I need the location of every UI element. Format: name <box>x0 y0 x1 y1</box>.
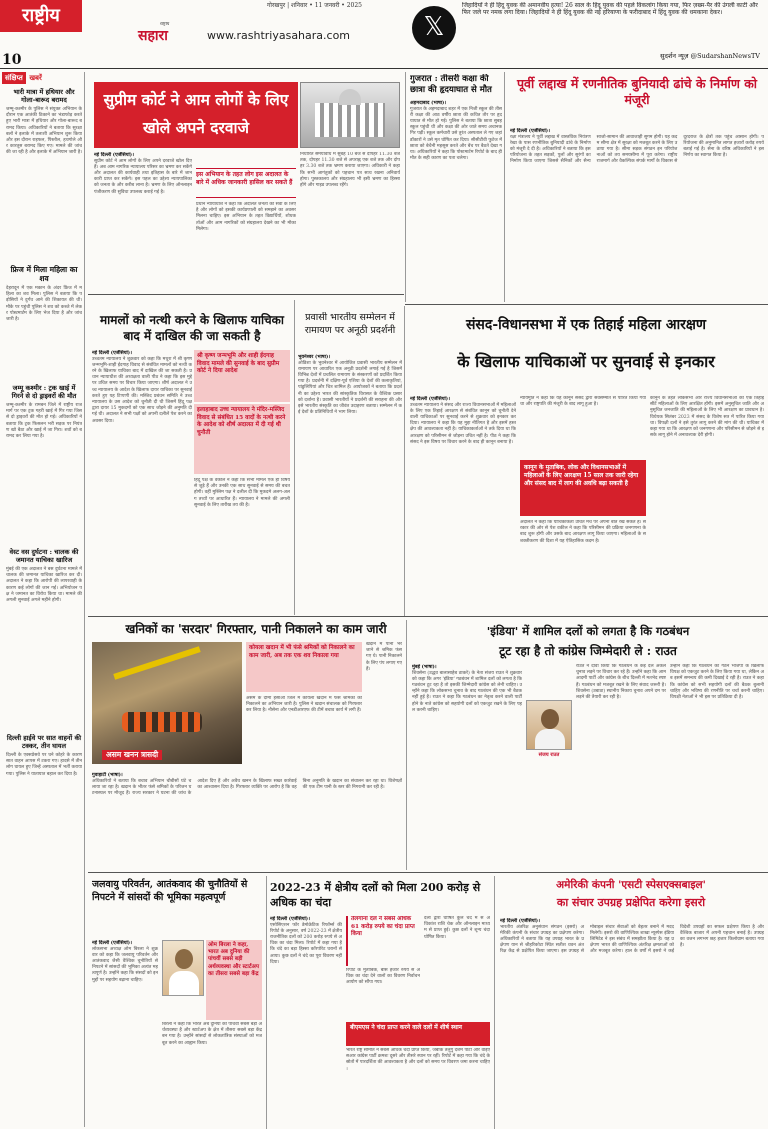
person-icon <box>175 949 193 969</box>
sidebar-item-headline: फ्रिज में मिला महिला का शव <box>10 265 78 283</box>
spacex-body <box>500 918 764 1126</box>
x-icon: 𝕏 <box>423 12 445 42</box>
india-body-mid: राउत ने दावा किया कि गठबंधन के कई दल अकेले चुनाव लड़ने पर विचार कर रहे हैं। उन्होंने कहा कि आम आदमी पार्टी और कांग्रेस के बीच दिल्ली में मतभेद स्पष्ट हैं। गठबंधन को मजबूत रखने के लिए संवाद जरूरी है। शिवसेना (उबाठा) स्थानीय निकाय चुनाव अपने दम पर लड़ने की तैयारी कर रही है। <box>576 664 666 701</box>
sidebar-tab-sankshipt: संक्षिप्त <box>2 72 26 84</box>
donation-body-right: दलों द्वारा घोषित कुल चंदे में से अधिकांश राशि चेक और ऑनलाइन माध्यम से प्राप्त हुई। कुछ दलों ने शून्य चंदा घोषित किया। <box>424 916 490 940</box>
sidebar-item-body: देहरादून में एक मकान के अंदर फ्रिज में महिला का शव मिला। पुलिस ने बताया कि पड़ोसियों ने दुर्गंध आने की शिकायत की थी। मौके पर पहुंची पुलिस ने शव को कब्जे में लेकर पोस्टमार्टम के लिए भेज दिया है और जांच जारी है। <box>6 286 82 323</box>
sc-bottom-rule <box>88 294 404 295</box>
petition-quote1 <box>194 350 290 402</box>
person-body-icon <box>169 971 199 996</box>
reservation-body-left <box>410 396 516 612</box>
india-body-text: शिवसेना (उद्धव बालासाहेब ठाकरे) के नेता संजय राउत ने शुक्रवार को कहा कि अगर 'इंडिया' गठबंधन में शामिल दलों को लगता है कि गठबंधन टूट रहा है तो इसकी जिम्मेदारी कांग्रेस को लेनी चाहिए। उन्होंने कहा कि लोकसभा चुनाव के बाद गठबंधन की एक भी बैठक नहीं हुई है। राउत ने कहा कि गठबंधन का नेतृत्व करने वाली पार्टी होने के नाते कांग्रेस को सहयोगी दलों को एकजुट रखने के लिए पहल करनी चाहिए। <box>412 670 522 713</box>
ladakh-body-text: रक्षा मंत्रालय ने पूर्वी लद्दाख में वास्तविक नियंत्रण रेखा के पास रणनीतिक बुनियादी ढांचे के निर्माण को मंजूरी दे दी है। अधिकारियों ने बताया कि इस परियोजना के तहत सड़कों, पुलों और सुरंगों का निर्माण किया जाएगा जिससे सैनिकों और सैन्य साजो-सामान की आवाजाही सुगम होगी। यह कदम सीमा क्षेत्र में सुरक्षा को मजबूत करने के लिए उठाया गया है। सीमा सड़क संगठन इन परियोजनाओं को तय समयसीमा में पूरा करेगा। राष्ट्रीय राजमार्ग और वैकल्पिक संपर्क मार्गों के विकास से दूरदराज के क्षेत्रों तक पहुंच आसान होगी। परियोजना की अनुमानित लागत हजारों करोड़ रुपये बताई गई है। सेना के वरिष्ठ अधिकारियों ने इस निर्णय का स्वागत किया है। <box>510 134 764 165</box>
col-divider <box>406 620 407 870</box>
ticker-rule <box>405 68 768 69</box>
col-divider <box>504 72 505 302</box>
ticker-text: जिहादियों ने ही हिंदू युवक की अमानवीय हत्या! 26 साल के हिंदू युवक की पहले विकलांग किया गया, फिर ज़ख्म-पैर की उंगली काटी और फिर जले पर नमक लगा दिया। जिहादियों ने ही हिंदू युवक की नई हरियाणा के फरीदाबाद में हिंदू युवक की धमकाना देकर। <box>462 2 758 17</box>
edition-strip <box>82 0 372 14</box>
sc-quote <box>196 168 296 198</box>
court-building-icon <box>315 103 385 137</box>
newspaper-logo <box>136 22 196 48</box>
sidebar-item <box>6 88 82 262</box>
mining-quote <box>246 642 362 692</box>
sidebar-item <box>6 384 82 544</box>
mining-headline: खनिकों का 'सरदार' गिरफ्तार, पानी निकालने का काम जारी <box>125 622 387 636</box>
birla-photo <box>162 940 204 996</box>
pravasi-headline: प्रवासी भारतीय सम्मेलन में रामायण पर अनूठी प्रदर्शनी <box>304 312 396 336</box>
sidebar-item-body: जम्मू-कश्मीर के पुलिस ने संयुक्त अभियान के दौरान एक आतंकी ठिकाने का भंडाफोड़ करते हुए भारी मात्रा में हथियार और गोला-बारूद बरामद किया। अधिकारियों ने बताया कि सुरक्षा बलों ने इलाके में तलाशी अभियान शुरू किया और इस दौरान राइफल, पिस्तौल, हथगोले और कारतूस बरामद किए गए। मामले की जांच की जा रही है और इलाके में अभियान जारी है। <box>6 107 82 156</box>
terror-quote-text: ओम बिरला ने कहा, भारत अब दुनिया की पांचवीं सबसे बड़ी अर्थव्यवस्था और स्टार्टअप का तीसरा सबसे बड़ा केंद्र <box>208 942 259 977</box>
petition-quote2 <box>194 404 290 474</box>
court-dome-icon <box>339 89 361 105</box>
sc-headline: सुप्रीम कोर्ट ने आम लोगों के लिए खोले अपने दरवाजे <box>103 90 289 137</box>
donation-quote-text: तेलंगाना दल ने सबसे अधिक 61 करोड़ रुपये का चंदा प्राप्त किया <box>351 916 415 937</box>
sc-body-middle: प्रधान न्यायाधीश ने कहा कि अदालत जनता की सेवा के लिए है और लोगों को इसकी कार्यप्रणाली को समझने का अवसर मिलना चाहिए। इस अभियान के तहत विद्यार्थियों, शोधकर्ताओं और आम नागरिकों को संग्रहालय देखने का भी मौका मिलेगा। <box>196 202 296 232</box>
india-body-right: उन्होंने कहा कि गठबंधन का गठन भाजपा के खिलाफ विपक्ष को एकजुट करने के लिए किया गया था, लेकिन अब इसमें समन्वय की कमी दिखाई दे रही है। राउत ने कहा कि कांग्रेस को सभी सहयोगी दलों की बैठक बुलानी चाहिए और भविष्य की रणनीति पर चर्चा करनी चाहिए। विपक्षी नेताओं ने भी इस पर प्रतिक्रिया दी है। <box>670 664 764 701</box>
rescue-workers-icon <box>122 712 202 732</box>
donation-sub-text: बीएमएस ने चंदा प्राप्त करने वाले दलों में शीर्ष स्थान <box>350 1024 462 1031</box>
sc-headline-box <box>94 82 298 148</box>
masthead-rule <box>0 68 405 69</box>
person-icon <box>541 709 559 729</box>
sc-body-left <box>94 152 192 290</box>
mining-quote-text: कोयला खदान में भी फंसे श्रमिकों को निकालने का काम जारी, अब तक एक शव निकाला गया <box>249 645 355 659</box>
mid-rule <box>88 616 768 617</box>
terror-body-text: लोकसभा अध्यक्ष ओम बिरला ने शुक्रवार को कहा कि जलवायु परिवर्तन और आतंकवाद जैसी वैश्विक चुनौतियों से निपटने में सांसदों की भूमिका अत्यंत महत्वपूर्ण है। उन्होंने कहा कि संसदों को इन मुद्दों पर सहयोग बढ़ाना चाहिए। <box>92 946 158 983</box>
sidebar-item-body: दिल्ली के एक्सप्रेसवे पर घने कोहरे के कारण सात वाहन आपस में टकरा गए। हादसे में तीन लोग घायल हुए जिन्हें अस्पताल में भर्ती कराया गया। पुलिस ने यातायात बहाल कर दिया है। <box>6 753 82 777</box>
donation-body-bottom: भारत राष्ट्र समिति ने सबसे अधिक चंदा प्राप्त किया, जबकि तेलुगु देशम पार्टी और वाईएसआर कांग्रेस पार्टी क्रमशः दूसरे और तीसरे स्थान पर रहीं। रिपोर्ट में कहा गया कि चंदे के स्रोतों में पारदर्शिता की आवश्यकता है और दलों को समय पर विवरण जमा करना चाहिए। <box>346 1048 490 1072</box>
mining-body-bottom <box>92 772 402 872</box>
reservation-body-mid-bottom: अदालत ने कहा कि याचिकाकर्ता उचित मंच पर अपनी बात रख सकते हैं। सरकार की ओर से पेश वकील ने कहा कि परिसीमन की प्रक्रिया जनगणना के बाद शुरू होगी और उसके बाद आरक्षण लागू किया जाएगा। महिलाओं के सशक्तीकरण की दिशा में यह ऐतिहासिक कदम है। <box>520 520 646 544</box>
gujarat-dateline: अहमदाबाद (भाषा)। <box>410 100 447 106</box>
ladakh-headline: पूर्वी लद्दाख में रणनीतिक बुनियादी ढांचे के निर्माण को मंजूरी <box>516 76 758 107</box>
mining-body-right <box>366 642 402 768</box>
ladakh-body <box>510 128 764 300</box>
india-headline-1: 'इंडिया' में शामिल दलों को लगता है कि गठबंधन <box>486 624 690 638</box>
donation-headline: 2022-23 में क्षेत्रीय दलों को मिला 200 करोड़ से अधिक का चंदा <box>270 881 481 909</box>
pravasi-body-text: ओडिशा के भुवनेश्वर में आयोजित प्रवासी भारतीय सम्मेलन में रामायण पर आधारित एक अनूठी प्रदर्शनी लगाई गई है जिसमें विभिन्न देशों में प्रचलित रामायण के संस्करणों को प्रदर्शित किया गया है। प्रदर्शनी में दक्षिण-पूर्व एशिया के देशों की कलाकृतियां, पांडुलिपियां और चित्र शामिल हैं। आयोजकों ने बताया कि प्रदर्शनी का उद्देश्य भारत की सांस्कृतिक विरासत के वैश्विक प्रसार को दर्शाना है। प्रवासी भारतीयों ने प्रदर्शनी की सराहना की और इसे भारतीय संस्कृति का जीवंत उदाहरण बताया। सम्मेलन में कई देशों के प्रतिनिधियों ने भाग लिया। <box>298 360 402 416</box>
section-banner <box>0 0 82 32</box>
raut-caption: संजय राउत <box>538 752 560 758</box>
terror-headline: जलवायु परिवर्तन, आतंकवाद की चुनौतियों से निपटने में सांसदों की भूमिका महत्वपूर्ण <box>92 879 248 903</box>
sc-quote-text: इस अभियान के तहत लोग इस अदालत के बारे में अधिक जानकारी हासिल कर सकते हैं <box>196 171 293 186</box>
sidebar-item-body: मुंबई की एक अदालत ने बस दुर्घटना मामले में चालक की जमानत याचिका खारिज कर दी। अदालत ने कहा कि आरोपी की लापरवाही के कारण कई लोगों की जान गई। अभियोजन पक्ष ने जमानत का विरोध किया था। मामले की अगली सुनवाई अगले महीने होगी। <box>6 567 82 604</box>
reservation-headline-2: के खिलाफ याचिकाओं पर सुनवाई से इनकार <box>457 352 715 371</box>
sidebar-tab-khabre: खबरें <box>29 73 42 82</box>
terror-body-left <box>92 940 158 1126</box>
mining-body-text: अधिकारियों ने बताया कि बचाव अभियान चौबीसों घंटे चलाया जा रहा है। खदान के भीतर फंसे श्रमिकों के परिजन घटनास्थल पर मौजूद हैं। राज्य सरकार ने घटना की जांच के आदेश दिए हैं और अवैध खनन के खिलाफ सख्त कार्रवाई का आश्वासन दिया है। गिरफ्तार व्यक्ति पर आरोप है कि वह बिना अनुमति के खदान का संचालन कर रहा था। विशेषज्ञों की एक टीम पानी के स्तर की निगरानी कर रही है। <box>92 778 402 796</box>
donation-sub <box>346 1022 490 1046</box>
mining-photo <box>92 642 242 764</box>
lower-rule <box>88 872 768 873</box>
petition-quote2-text: इलाहाबाद उच्च न्यायालय ने मंदिर-मस्जिद विवाद से संबंधित 15 वादों के नत्थी करने के आदेश को शीर्ष अदालत में दी गई थी चुनौती <box>197 407 286 436</box>
donation-body-left <box>270 916 342 1126</box>
sidebar-item <box>6 548 82 728</box>
sidebar-tabs <box>2 72 82 84</box>
sc-body-text: सुप्रीम कोर्ट ने आम लोगों के लिए अपने दरवाजे खोल दिए हैं। अब आम नागरिक न्यायालय परिसर का भ्रमण कर सकेंगे और अदालत की कार्यवाही तथा इतिहास के बारे में जानकारी प्राप्त कर सकेंगे। इस पहल का उद्देश्य न्यायपालिका को जनता के और करीब लाना है। भ्रमण के लिए ऑनलाइन पंजीकरण की सुविधा उपलब्ध कराई गई है। <box>94 158 192 195</box>
donation-dateline: नई दिल्ली (एजेंसियां)। <box>270 916 310 922</box>
mining-body-right-text: खदान में पानी भर जाने से श्रमिक फंस गए थे। पानी निकालने के लिए पंप लगाए गए हैं। <box>366 642 402 672</box>
sc-dateline: नई दिल्ली (एजेंसियां)। <box>94 152 134 158</box>
petition-headline: मामलों को नत्थी करने के खिलाफ याचिका बाद में दाखिल की जा सकती है <box>99 313 285 343</box>
donation-quote <box>346 916 420 966</box>
col-divider <box>404 306 405 616</box>
india-body-left <box>412 664 522 868</box>
india-dateline: मुंबई (भाषा)। <box>412 664 437 670</box>
reservation-headline-1: संसद-विधानसभा में एक तिहाई महिला आरक्षण <box>465 317 707 333</box>
section-title: राष्ट्रीय <box>22 5 60 26</box>
terror-quote <box>206 940 262 1020</box>
terror-dateline: नई दिल्ली (एजेंसियां)। <box>92 940 132 946</box>
person-body-icon <box>535 729 565 750</box>
reservation-body-text: उच्चतम न्यायालय ने संसद और राज्य विधानसभाओं में महिलाओं के लिए एक तिहाई आरक्षण से संबंधित कानून को चुनौती देने वाली याचिकाओं पर सुनवाई करने से शुक्रवार को इनकार कर दिया। न्यायालय ने कहा कि यह मुद्दा नीतिगत है और इसमें हस्तक्षेप की आवश्यकता नहीं है। याचिकाकर्ताओं ने तर्क दिया था कि आरक्षण को परिसीमन से जोड़ना उचित नहीं है। पीठ ने कहा कि संसद ने इस विषय पर विचार करने के बाद ही कानून बनाया है। <box>410 402 516 445</box>
sidebar-item <box>6 265 82 380</box>
sc-body-right: निर्धारित समयावधि में सुबह 10 बजे से दोपहर 11.30 बजे तक, दोपहर 11.30 बजे से अपराह्न एक बजे तक और दोपहर 3.30 बजे तक भ्रमण कराया जाएगा। अधिकारी ने कहा कि सभी आगंतुकों को पहचान पत्र साथ रखना अनिवार्य होगा। पुस्तकालय और संग्रहालय भी इसी भ्रमण का हिस्सा होंगे और गाइड उपलब्ध रहेंगे। <box>300 152 400 189</box>
terror-body-right: बिरला ने कहा कि भारत अब दुनिया की पांचवीं सबसे बड़ी अर्थव्यवस्था है और स्टार्टअप के क्षेत्र में तीसरा सबसे बड़ा केंद्र बन गया है। उन्होंने सांसदों से लोकतांत्रिक संस्थाओं को मजबूत करने का आह्वान किया। <box>162 1022 262 1046</box>
reservation-body-mid-top: न्यायमूर्ति ने कहा कि यह कानून संसद द्वारा सर्वसम्मति से पारित किया गया था और राष्ट्रपति की मंजूरी के बाद लागू हुआ है। <box>520 396 646 408</box>
sidebar-item <box>6 734 82 862</box>
sidebar-item-body: जम्मू-कश्मीर के रामबन जिले में राष्ट्रीय राजमार्ग पर एक ट्रक गहरी खाई में गिर गया जिससे दो ड्राइवरों की मौत हो गई। अधिकारियों ने बताया कि ट्रक फिसलन भरी सड़क पर नियंत्रण खो बैठा और खाई में जा गिरा। शवों को बरामद कर लिया गया है। <box>6 403 82 440</box>
sidebar-item-headline: भारी मात्रा में हथियार और गोला-बारूद बरामद <box>13 88 75 104</box>
reservation-quote-text: कानून के मुताबिक, लोक और विधानसभाओं में महिलाओं के लिए आरक्षण 15 साल तक जारी रहेगा और संसद बाद में लाग की अवधि बढ़ा सकती है <box>524 464 639 487</box>
donation-body-text: एसोसिएशन फॉर डेमोक्रेटिक रिफॉर्म्स की रिपोर्ट के अनुसार, वर्ष 2022-23 में क्षेत्रीय राजनीतिक दलों को 200 करोड़ रुपये से अधिक का चंदा मिला। रिपोर्ट में कहा गया है कि चंदे का बड़ा हिस्सा कॉरपोरेट घरानों से आया। कुछ दलों ने चंदे का पूरा विवरण नहीं दिया। <box>270 922 342 965</box>
india-headline-2: टूट रहा है तो कांग्रेस जिम्मेदारी ले : राउत <box>499 644 677 658</box>
sidebar-item-headline: जम्मू कश्मीर : ट्रक खाई में गिरने से दो ड्राइवरों की मौत <box>11 384 77 400</box>
gujarat-body-text: गुजरात के अहमदाबाद शहर में एक निजी स्कूल की तीसरी कक्षा की आठ वर्षीय छात्रा की कथित तौर पर हृदयाघात से मौत हो गई। पुलिस ने बताया कि छात्रा सुबह स्कूल पहुंची थी और कक्षा की ओर जाते समय अचानक गिर पड़ी। स्कूल कर्मचारी उसे तुरंत अस्पताल ले गए जहां डॉक्टरों ने उसे मृत घोषित कर दिया। सीसीटीवी फुटेज में छात्रा को बेचैनी महसूस करते और बेंच पर बैठते देखा गया। अधिकारियों ने कहा कि पोस्टमार्टम रिपोर्ट के बाद ही मौत के सही कारण का पता चलेगा। <box>410 106 502 162</box>
petition-body-text: उच्चतम न्यायालय ने शुक्रवार को कहा कि मथुरा में श्री कृष्ण जन्मभूमि-शाही ईदगाह विवाद से संबंधित मामलों को नत्थी करने के खिलाफ याचिका बाद में दाखिल की जा सकती है। प्रधान न्यायाधीश की अध्यक्षता वाली पीठ ने कहा कि इस मुद्दे पर उचित समय पर विचार किया जाएगा। शीर्ष अदालत ने उच्च न्यायालय के आदेश के खिलाफ दायर याचिका पर सुनवाई करते हुए यह टिप्पणी की। मस्जिद प्रबंधन समिति ने उच्च न्यायालय के उस आदेश को चुनौती दी थी जिसमें हिंदू पक्ष द्वारा दायर 15 मुकदमों को एक साथ जोड़ने की अनुमति दी गई थी। अदालत ने सभी पक्षों को अपनी दलीलें पेश करने का अवसर दिया। <box>92 356 192 424</box>
col-divider <box>266 876 267 1129</box>
pravasi-body <box>298 354 402 612</box>
reservation-dateline: नई दिल्ली (एजेंसियां)। <box>410 396 450 402</box>
edition-dateline: गोरखपुर | शनिवार • 11 जनवरी • 2025 <box>267 2 362 9</box>
ticker-handle: सुदर्शन न्यूज़ @SudarshanNewsTV <box>660 52 760 60</box>
ladakh-dateline: नई दिल्ली (एजेंसियां)। <box>510 128 550 134</box>
sidebar-divider <box>84 72 85 1127</box>
raut-photo <box>526 700 572 750</box>
mining-caption: असम खनन त्रासदी <box>102 750 162 760</box>
col-divider <box>294 300 295 615</box>
sidebar-item-headline: दिल्ली हाईवे पर सात वाहनों की टक्कर, तीन घायल <box>6 734 82 750</box>
sidebar-item-headline: वेस्ट वस दुर्घटना : चालक की जमानत याचिका खारिज <box>9 548 79 564</box>
col-divider <box>494 876 495 1129</box>
spacex-body-text: भारतीय अंतरिक्ष अनुसंधान संगठन (इसरो) अमेरिकी कंपनी के संचार उपग्रह का प्रक्षेपण करेगा। अधिकारियों ने बताया कि यह उपग्रह भारत के प्रक्षेपण यान से श्रीहरिकोटा स्थित सतीश धवन अंतरिक्ष केंद्र से प्रक्षेपित किया जाएगा। इस उपग्रह से मोबाइल संचार सेवाओं को बेहतर बनाने में मदद मिलेगी। इसरो की वाणिज्यिक शाखा न्यूस्पेस इंडिया लिमिटेड ने इस संबंध में समझौता किया है। यह प्रक्षेपण भारत की वाणिज्यिक अंतरिक्ष क्षमताओं को और मजबूत करेगा। हाल के वर्षों में इसरो ने कई विदेशी उपग्रहों का सफल प्रक्षेपण किया है और वैश्विक बाजार में अपनी पहचान बनाई है। उपग्रह का वजन लगभग छह हजार किलोग्राम बताया गया है। <box>500 924 764 955</box>
logo-top: राष्ट्रीय <box>160 22 170 27</box>
spacex-headline-1: अमेरिकी कंपनी 'एसटी स्पेसएक्सबाइल' <box>556 879 706 891</box>
petition-quote1-text: श्री कृष्ण जन्मभूमि और शाही ईदगाह विवाद मामले की सुनवाई के बाद सुप्रीम कोर्ट ने दिया आदेश <box>197 353 280 374</box>
website-url: www.rashtriyasahara.com <box>207 29 351 42</box>
gujarat-headline: गुजरात : तीसरी कक्षा की छात्रा की हृदयाघात से मौत <box>410 74 492 95</box>
mining-body-mid: असम के दीमा हसाओ जिले में कोयला खदान में फंसे श्रमिकों को निकालने का अभियान जारी है। पुलिस ने खदान संचालक को गिरफ्तार कर लिया है। नौसेना और एनडीआरएफ की टीमें बचाव कार्य में लगी हैं। <box>246 696 362 714</box>
pravasi-dateline: भुवनेश्वर (भाषा)। <box>298 354 331 360</box>
col-divider <box>405 72 406 302</box>
mining-dateline: गुवाहाटी (भाषा)। <box>92 772 123 778</box>
petition-body-left <box>92 350 192 612</box>
reservation-quote <box>520 460 646 516</box>
donation-body-mid: रिपोर्ट के मुताबिक, बीस हजार रुपये से अधिक का चंदा देने वालों का विवरण निर्वाचन आयोग को सौंपा गया। <box>346 968 420 986</box>
spacex-dateline: नई दिल्ली (एजेंसियां)। <box>500 918 540 924</box>
petition-body-right: हिंदू पक्ष के वकील ने कहा कि सभी मामले एक ही विषय से जुड़े हैं और उनकी एक साथ सुनवाई से समय की बचत होगी। वहीं मुस्लिम पक्ष ने दलील दी कि मुकदमे अलग-अलग तथ्यों पर आधारित हैं। न्यायालय ने मामले की अगली सुनवाई के लिए तारीख तय की है। <box>194 478 290 508</box>
ladakh-bottom-rule <box>405 304 768 305</box>
gujarat-body <box>410 100 502 296</box>
rescue-crane-icon <box>113 646 200 680</box>
page-number: 10 <box>2 52 22 68</box>
logo-brand: सहारा <box>138 28 168 44</box>
spacex-headline-2: का संचार उपग्रह प्रक्षेपित करेगा इसरो <box>556 896 706 909</box>
petition-dateline: नई दिल्ली (एजेंसियां)। <box>92 350 132 356</box>
reservation-body-right: कानून के तहत लोकसभा और राज्य विधानसभाओं की एक तिहाई सीटें महिलाओं के लिए आरक्षित होंगी। इसमें अनुसूचित जाति और अनुसूचित जनजाति की महिलाओं के लिए भी आरक्षण का प्रावधान है। विधेयक सितंबर 2023 में संसद के विशेष सत्र में पारित किया गया था। विपक्षी दलों ने इसे तुरंत लागू करने की मांग की थी। याचिका में कहा गया था कि आरक्षण को जनगणना और परिसीमन से जोड़ने से इसके लागू होने में अनावश्यक देरी होगी। <box>650 396 764 439</box>
ticker-x-logo <box>412 6 456 50</box>
sc-photo <box>300 82 400 148</box>
